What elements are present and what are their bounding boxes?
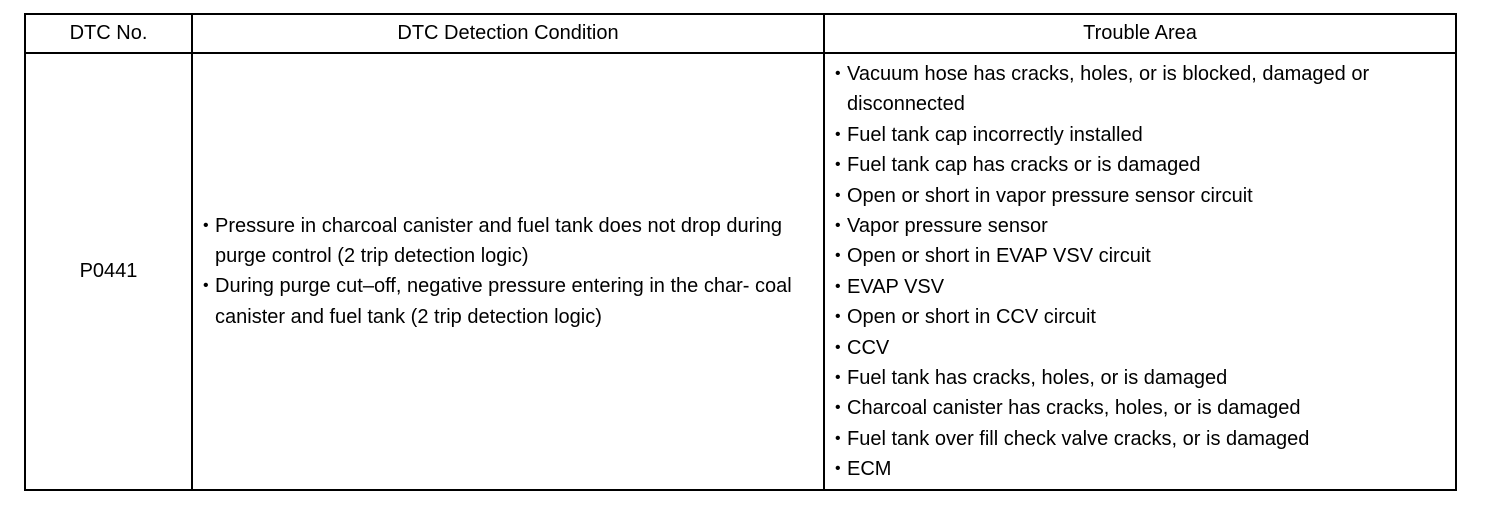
- condition-item: [203, 211, 813, 272]
- trouble-area-item: [835, 363, 1445, 393]
- trouble-area-text: CCV: [847, 336, 890, 359]
- condition-item: [203, 271, 813, 332]
- trouble-area-item: [835, 272, 1445, 302]
- bullet-icon: •: [835, 460, 841, 478]
- trouble-area-item: [835, 181, 1445, 211]
- bullet-icon: •: [835, 369, 841, 387]
- trouble-area-item: [835, 454, 1445, 484]
- trouble-area-text: EVAP VSV: [847, 275, 945, 298]
- header-row: [25, 14, 1456, 53]
- trouble-area-item: [835, 59, 1445, 120]
- condition-text: During purge cut–off, negative pressure entering in the char- coal canister and fuel tank (2 trip detection logic): [215, 275, 792, 328]
- bullet-icon: •: [835, 399, 841, 417]
- dtc-table: [24, 13, 1457, 491]
- header-dtc-no: DTC No.: [25, 14, 192, 53]
- bullet-icon: •: [835, 277, 841, 295]
- bullet-icon: •: [835, 125, 841, 143]
- trouble-area-text: Fuel tank over fill check valve cracks, or is damaged: [847, 427, 1310, 450]
- bullet-icon: •: [835, 156, 841, 174]
- trouble-area-list: [835, 59, 1445, 485]
- trouble-area-text: Fuel tank cap has cracks or is damaged: [847, 154, 1201, 177]
- bullet-icon: •: [835, 429, 841, 447]
- condition-text: Pressure in charcoal canister and fuel tank does not drop during purge control (2 trip detection logic): [215, 214, 783, 267]
- trouble-area-text: Vapor pressure sensor: [847, 215, 1048, 238]
- trouble-area-item: [835, 120, 1445, 150]
- trouble-area-item: [835, 333, 1445, 363]
- bullet-icon: •: [835, 308, 841, 326]
- trouble-area-text: Vacuum hose has cracks, holes, or is blocked, damaged or disconnected: [847, 63, 1370, 116]
- trouble-area-item: [835, 211, 1445, 241]
- bullet-icon: •: [203, 277, 209, 295]
- trouble-area-item: [835, 393, 1445, 423]
- trouble-area-text: Fuel tank cap incorrectly installed: [847, 123, 1143, 146]
- table-row: [25, 53, 1456, 490]
- header-trouble-area: Trouble Area: [824, 14, 1456, 53]
- dtc-code: P0441: [25, 53, 192, 490]
- trouble-area-text: Open or short in vapor pressure sensor circuit: [847, 184, 1253, 207]
- trouble-area-item: [835, 241, 1445, 271]
- bullet-icon: •: [835, 247, 841, 265]
- trouble-area-cell: [824, 53, 1456, 490]
- header-detection-condition: DTC Detection Condition: [192, 14, 824, 53]
- trouble-area-text: Open or short in EVAP VSV circuit: [847, 245, 1151, 268]
- detection-condition-cell: [192, 53, 824, 490]
- trouble-area-text: Open or short in CCV circuit: [847, 306, 1096, 329]
- bullet-icon: •: [835, 338, 841, 356]
- condition-list: [203, 211, 813, 333]
- trouble-area-text: Fuel tank has cracks, holes, or is damaged: [847, 367, 1228, 390]
- trouble-area-item: [835, 424, 1445, 454]
- trouble-area-item: [835, 302, 1445, 332]
- bullet-icon: •: [835, 186, 841, 204]
- bullet-icon: •: [835, 217, 841, 235]
- bullet-icon: •: [835, 65, 841, 82]
- trouble-area-item: [835, 150, 1445, 180]
- trouble-area-text: Charcoal canister has cracks, holes, or is damaged: [847, 397, 1301, 420]
- trouble-area-text: ECM: [847, 458, 892, 481]
- bullet-icon: •: [203, 216, 209, 234]
